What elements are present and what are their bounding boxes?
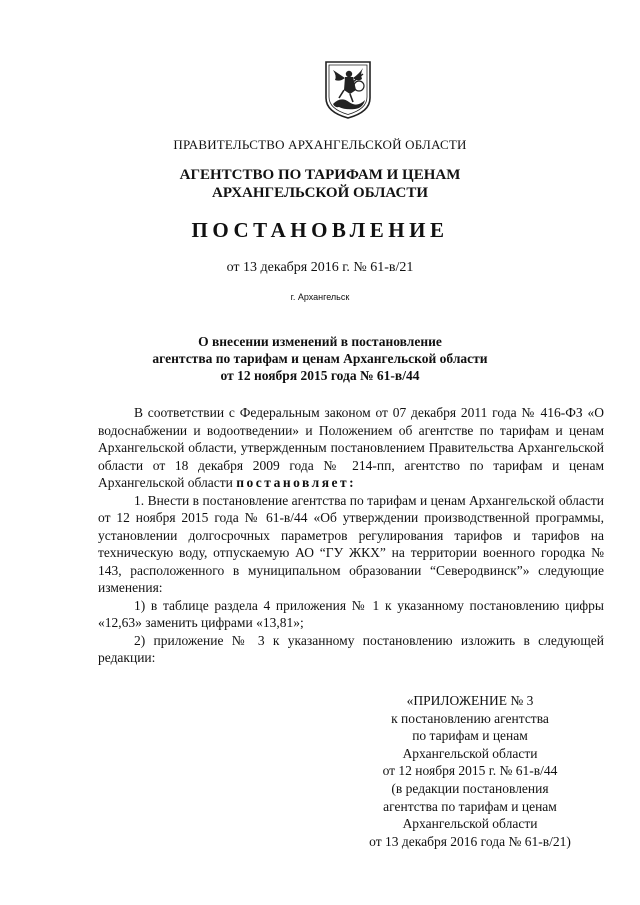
appendix-line: по тарифам и ценам [412, 728, 528, 744]
agency-name-line2: АРХАНГЕЛЬСКОЙ ОБЛАСТИ [212, 185, 428, 201]
appendix-line: Архангельской области [402, 745, 538, 761]
appendix-line: агентства по тарифам и ценам [383, 798, 557, 814]
item-1-2-paragraph: 2) приложение № 3 к указанному постановлению изложить в следующей редакции: [98, 632, 604, 665]
subject-line3: от 12 ноября 2015 года № 61-в/44 [220, 368, 420, 383]
intro-paragraph [98, 404, 604, 492]
appendix-header [340, 692, 600, 850]
document-date-number: от 13 декабря 2016 г. № 61-в/21 [226, 260, 414, 275]
agency-name-line1: АГЕНТСТВО ПО ТАРИФАМ И ЦЕНАМ [179, 167, 461, 183]
document-city: г. Архангельск [290, 292, 350, 302]
subject-line1: О внесении изменений в постановление [198, 334, 442, 349]
arkhangelsk-coat-of-arms-icon [323, 60, 373, 120]
government-name: ПРАВИТЕЛЬСТВО АРХАНГЕЛЬСКОЙ ОБЛАСТИ [173, 137, 467, 152]
agency-name [0, 166, 640, 202]
document-subject [0, 333, 640, 384]
item-1-paragraph: 1. Внести в постановление агентства по тарифам и ценам Архангельской области от 12 ноября 2015 года № 61-в/44 «Об утверждении производственной программы, установлении долгосрочных параметров регулирования тарифов и тарифов на техническую воду, отпускаемую АО “ГУ ЖКХ” на территории военного городка № 143, расположенного в муниципальном образовании “Северодвинск”» следующие изменения: [98, 492, 604, 595]
appendix-line: от 13 декабря 2016 года № 61-в/21) [369, 833, 571, 849]
appendix-line: к постановлению агентства [391, 710, 549, 726]
document-type-title: ПОСТАНОВЛЕНИЕ [191, 218, 449, 242]
appendix-line: от 12 ноября 2015 г. № 61-в/44 [382, 763, 558, 779]
document-body [98, 404, 604, 667]
subject-line2: агентства по тарифам и ценам Архангельской области [152, 351, 488, 366]
resolves-word: постановляет: [236, 475, 357, 490]
appendix-title: «ПРИЛОЖЕНИЕ № 3 [406, 693, 534, 708]
appendix-line: Архангельской области [402, 816, 538, 832]
intro-text: В соответствии с Федеральным законом от 07 декабря 2011 года № 416-ФЗ «О водоснабжении и водоотведении» и Положением об агентстве по тарифам и ценам Архангельской области, утвержденным постановлением Правительства Архангельской области от 18 декабря 2009 года № 214-пп, агентство по тарифам и ценам Архангельской области [98, 405, 604, 490]
appendix-line: (в редакции постановления [391, 780, 549, 796]
item-1-1-paragraph: 1) в таблице раздела 4 приложения № 1 к указанному постановлению цифры «12,63» заменить цифрами «13,81»; [98, 597, 604, 630]
